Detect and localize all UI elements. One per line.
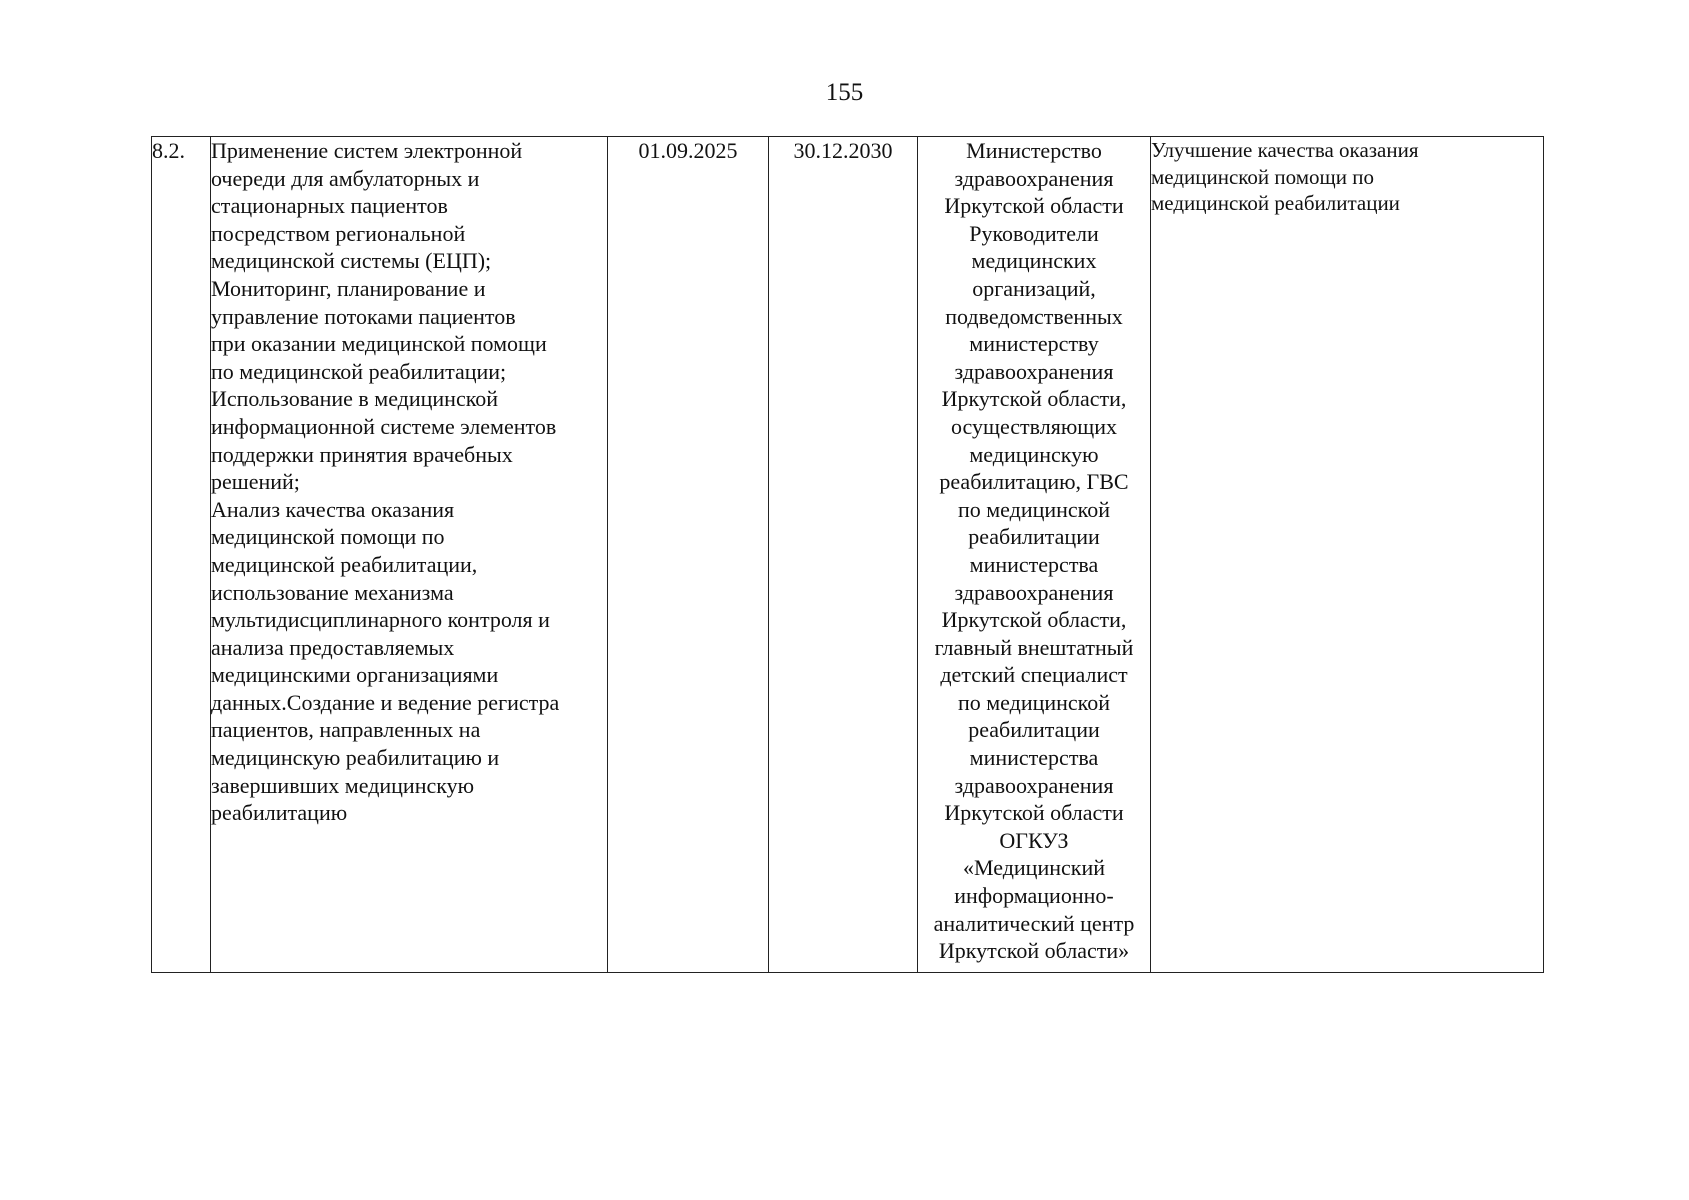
responsible-line: министерства: [969, 745, 1099, 771]
activity-line: медицинскими организациями: [211, 662, 499, 688]
result-line: медицинской реабилитации: [1151, 191, 1400, 215]
activity-line: Анализ качества оказания: [211, 496, 455, 522]
responsible-line: организаций,: [972, 275, 1096, 301]
responsible-line: Министерство: [966, 138, 1102, 163]
responsible-line: Руководители: [969, 220, 1099, 246]
responsible-line: ОГКУЗ: [999, 827, 1069, 853]
responsible-line: здравоохранения: [954, 358, 1114, 384]
responsible-line: здравоохранения: [954, 165, 1114, 191]
responsible-line: Иркутской области,: [941, 386, 1127, 412]
responsible-line: детский специалист: [940, 662, 1128, 688]
activity-line: медицинской помощи по: [211, 524, 445, 550]
responsible-line: по медицинской: [957, 689, 1111, 715]
end-date: 30.12.2030: [793, 138, 893, 163]
activity-line: управление потоками пациентов: [211, 303, 516, 329]
responsible-line: аналитический центр: [933, 910, 1135, 936]
activity-line: Мониторинг, планирование и: [211, 275, 486, 301]
result-line: медицинской помощи по: [1151, 164, 1374, 189]
activity-line: медицинскую реабилитацию и: [211, 745, 500, 771]
responsible-line: медицинских: [971, 248, 1097, 274]
activity-line: медицинской системы (ЕЦП);: [211, 248, 492, 274]
activity-line: завершивших медицинскую: [211, 772, 475, 798]
responsible-line: осуществляющих: [951, 413, 1117, 439]
activity-description: [211, 137, 607, 827]
responsible-line: Иркутской области,: [941, 607, 1127, 633]
responsible-line: Иркутской области»: [938, 938, 1130, 964]
activity-line: информационной системе элементов: [211, 413, 557, 439]
item-number-cell: [152, 137, 211, 973]
table-row: [152, 137, 1544, 973]
result-cell: [1151, 137, 1544, 973]
expected-result: [1151, 137, 1543, 217]
responsible-line: реабилитацию, ГВС: [939, 469, 1129, 495]
page-number: 155: [825, 79, 864, 106]
responsible-line: здравоохранения: [954, 579, 1114, 605]
responsible-line: Иркутской области: [944, 800, 1124, 826]
activity-line: мультидисциплинарного контроля и: [211, 607, 550, 633]
activity-line: медицинской реабилитации,: [211, 551, 478, 577]
plan-table: [151, 136, 1544, 973]
activity-line: реабилитацию: [211, 800, 348, 826]
item-number: 8.2.: [152, 138, 185, 163]
start-date-cell: [608, 137, 769, 973]
start-date: 01.09.2025: [638, 138, 738, 163]
activity-line: анализа предоставляемых: [211, 634, 455, 660]
responsible-line: министерства: [969, 551, 1099, 577]
activity-line: поддержки принятия врачебных: [211, 441, 513, 467]
responsible-line: Иркутской области: [944, 193, 1124, 219]
activity-line: использование механизма: [211, 579, 454, 605]
activity-line: данных.Создание и ведение регистра: [211, 689, 560, 715]
responsible-line: реабилитации: [968, 524, 1100, 550]
responsible-line: медицинскую: [969, 441, 1099, 467]
responsible-line: подведомственных: [945, 303, 1123, 329]
responsible-line: здравоохранения: [954, 772, 1114, 798]
responsible-line: главный внештатный: [934, 634, 1134, 660]
activity-line: пациентов, направленных на: [211, 717, 481, 743]
activity-line: Применение систем электронной: [211, 138, 523, 163]
activity-line: при оказании медицинской помощи: [211, 331, 547, 357]
responsible-cell: [918, 137, 1151, 973]
responsible-line: министерству: [969, 331, 1099, 357]
result-line: Улучшение качества оказания: [1151, 138, 1419, 162]
activity-line: очереди для амбулаторных и: [211, 165, 480, 191]
activity-line: посредством региональной: [211, 220, 466, 246]
responsible-line: по медицинской: [957, 496, 1111, 522]
responsible-line: реабилитации: [968, 717, 1100, 743]
activity-line: стационарных пациентов: [211, 193, 448, 219]
end-date-cell: [769, 137, 918, 973]
activity-cell: [211, 137, 608, 973]
responsible-line: информационно-: [954, 883, 1114, 909]
responsible-executors: [918, 137, 1150, 965]
activity-line: Использование в медицинской: [211, 386, 499, 412]
responsible-line: «Медицинский: [962, 855, 1106, 881]
activity-line: решений;: [211, 469, 300, 495]
activity-line: по медицинской реабилитации;: [211, 358, 507, 384]
